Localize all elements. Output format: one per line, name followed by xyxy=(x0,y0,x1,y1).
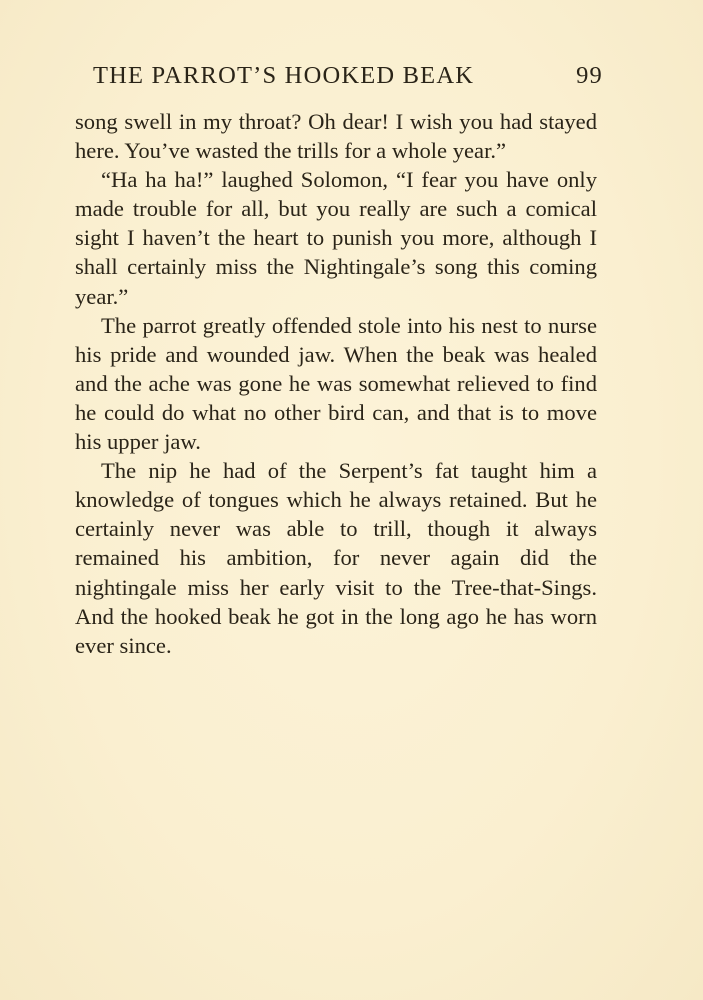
running-head xyxy=(93,62,603,94)
paragraph: The parrot greatly offended stole into his nest to nurse his pride and wounded jaw. When the beak was healed and the ache was gone he was somewhat relieved to find he could do what no other bird can, and that is to move his upper jaw. xyxy=(75,312,597,455)
paragraph: The nip he had of the Serpent’s fat taught him a knowledge of tongues which he always retained. But he certainly never was able to trill, though it always remained his ambition, for never again did the nightingale miss her early visit to the Tree-that-Sings. And the hooked beak he got in the long ago he has worn ever since. xyxy=(75,458,597,658)
running-head-title: THE PARROT’S HOOKED BEAK xyxy=(93,62,475,89)
paragraph: “Ha ha ha!” laughed Solomon, “I fear you have only made trouble for all, but you really are such a comical sight I haven’t the heart to punish you more, although I shall certainly miss the Nightingale’s song this coming year.” xyxy=(75,167,597,309)
page-number: 99 xyxy=(576,62,603,89)
paragraph-continued: song swell in my throat? Oh dear! I wish you had stayed here. You’ve wasted the trills for a whole year.” xyxy=(75,109,597,164)
body-text xyxy=(75,107,597,660)
